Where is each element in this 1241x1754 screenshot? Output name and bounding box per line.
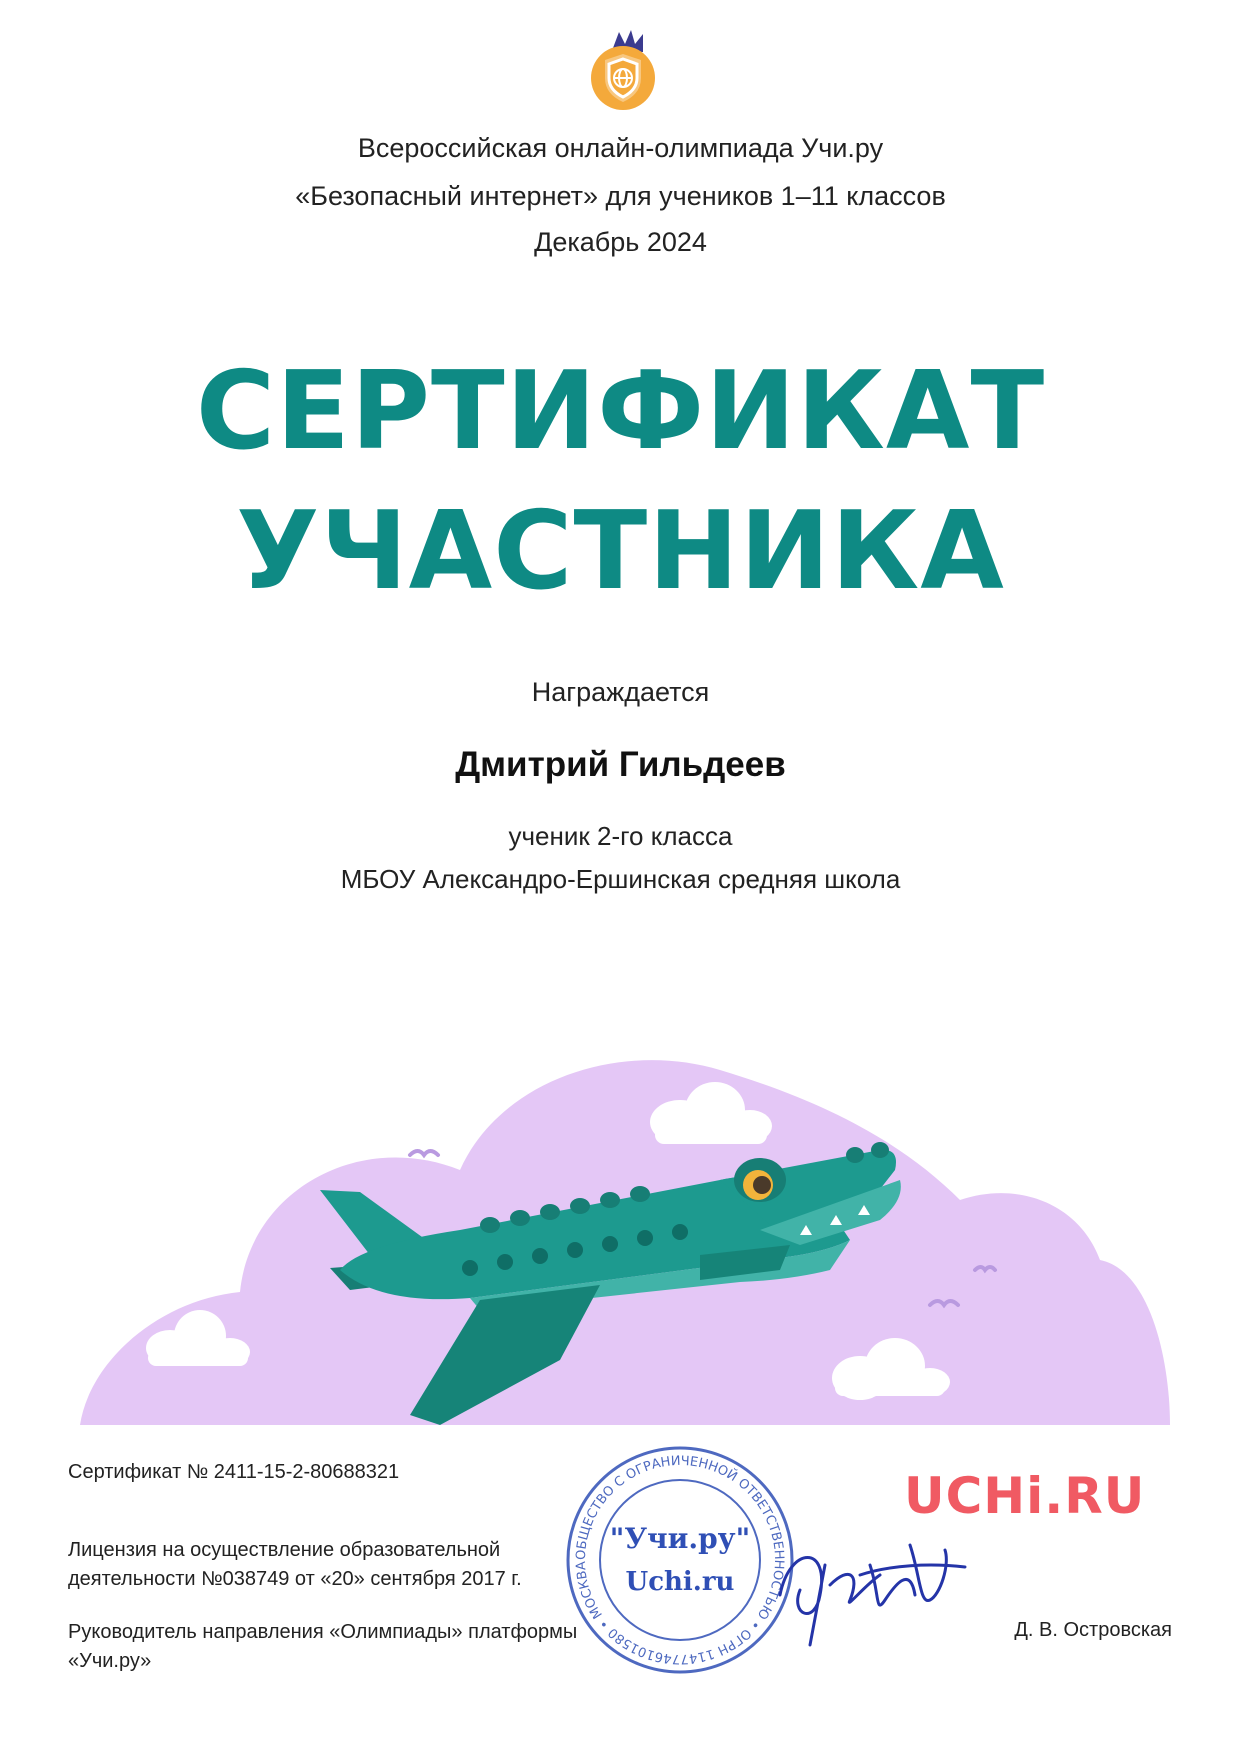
stamp-ring-text: ОБЩЕСТВО С ОГРАНИЧЕННОЙ ОТВЕТСТВЕННОСТЬЮ • ОГРН 1147746101580 • МОСКВА bbox=[573, 1453, 787, 1667]
certificate-title-line1: СЕРТИФИКАТ bbox=[195, 349, 1046, 474]
certificate-number: Сертификат № 2411-15-2-80688321 bbox=[68, 1461, 400, 1483]
official-stamp bbox=[560, 1440, 800, 1680]
signature bbox=[770, 1505, 970, 1655]
stamp-center-bottom: Uchi.ru bbox=[625, 1567, 735, 1597]
recipient-school: МБОУ Александро-Ершинская средняя школа bbox=[340, 864, 901, 894]
leader-title: Руководитель направления «Олимпиады» платформы «Учи.ру» bbox=[68, 1621, 578, 1672]
license-text: Лицензия на осуществление образовательной деятельности №038749 от «20» сентября 2017 г. bbox=[68, 1539, 522, 1590]
crocodile-plane-illustration bbox=[0, 1030, 1241, 1430]
stamp-center-top: "Учи.ру" bbox=[609, 1522, 751, 1555]
brand-logo: UCHi.RU bbox=[904, 1467, 1146, 1525]
signer-name: Д. В. Островская bbox=[1014, 1619, 1172, 1641]
olympiad-subtitle: «Безопасный интернет» для учеников 1–11 классов bbox=[295, 181, 946, 211]
recipient-grade: ученик 2-го класса bbox=[508, 821, 733, 851]
olympiad-name: Всероссийская онлайн-олимпиада Учи.ру bbox=[357, 133, 884, 163]
awarded-label: Награждается bbox=[531, 677, 710, 707]
certificate-title-line2: УЧАСТНИКА bbox=[236, 489, 1005, 614]
olympiad-date: Декабрь 2024 bbox=[534, 227, 707, 257]
shield-globe-icon bbox=[583, 26, 663, 114]
recipient-name: Дмитрий Гильдеев bbox=[455, 745, 786, 784]
